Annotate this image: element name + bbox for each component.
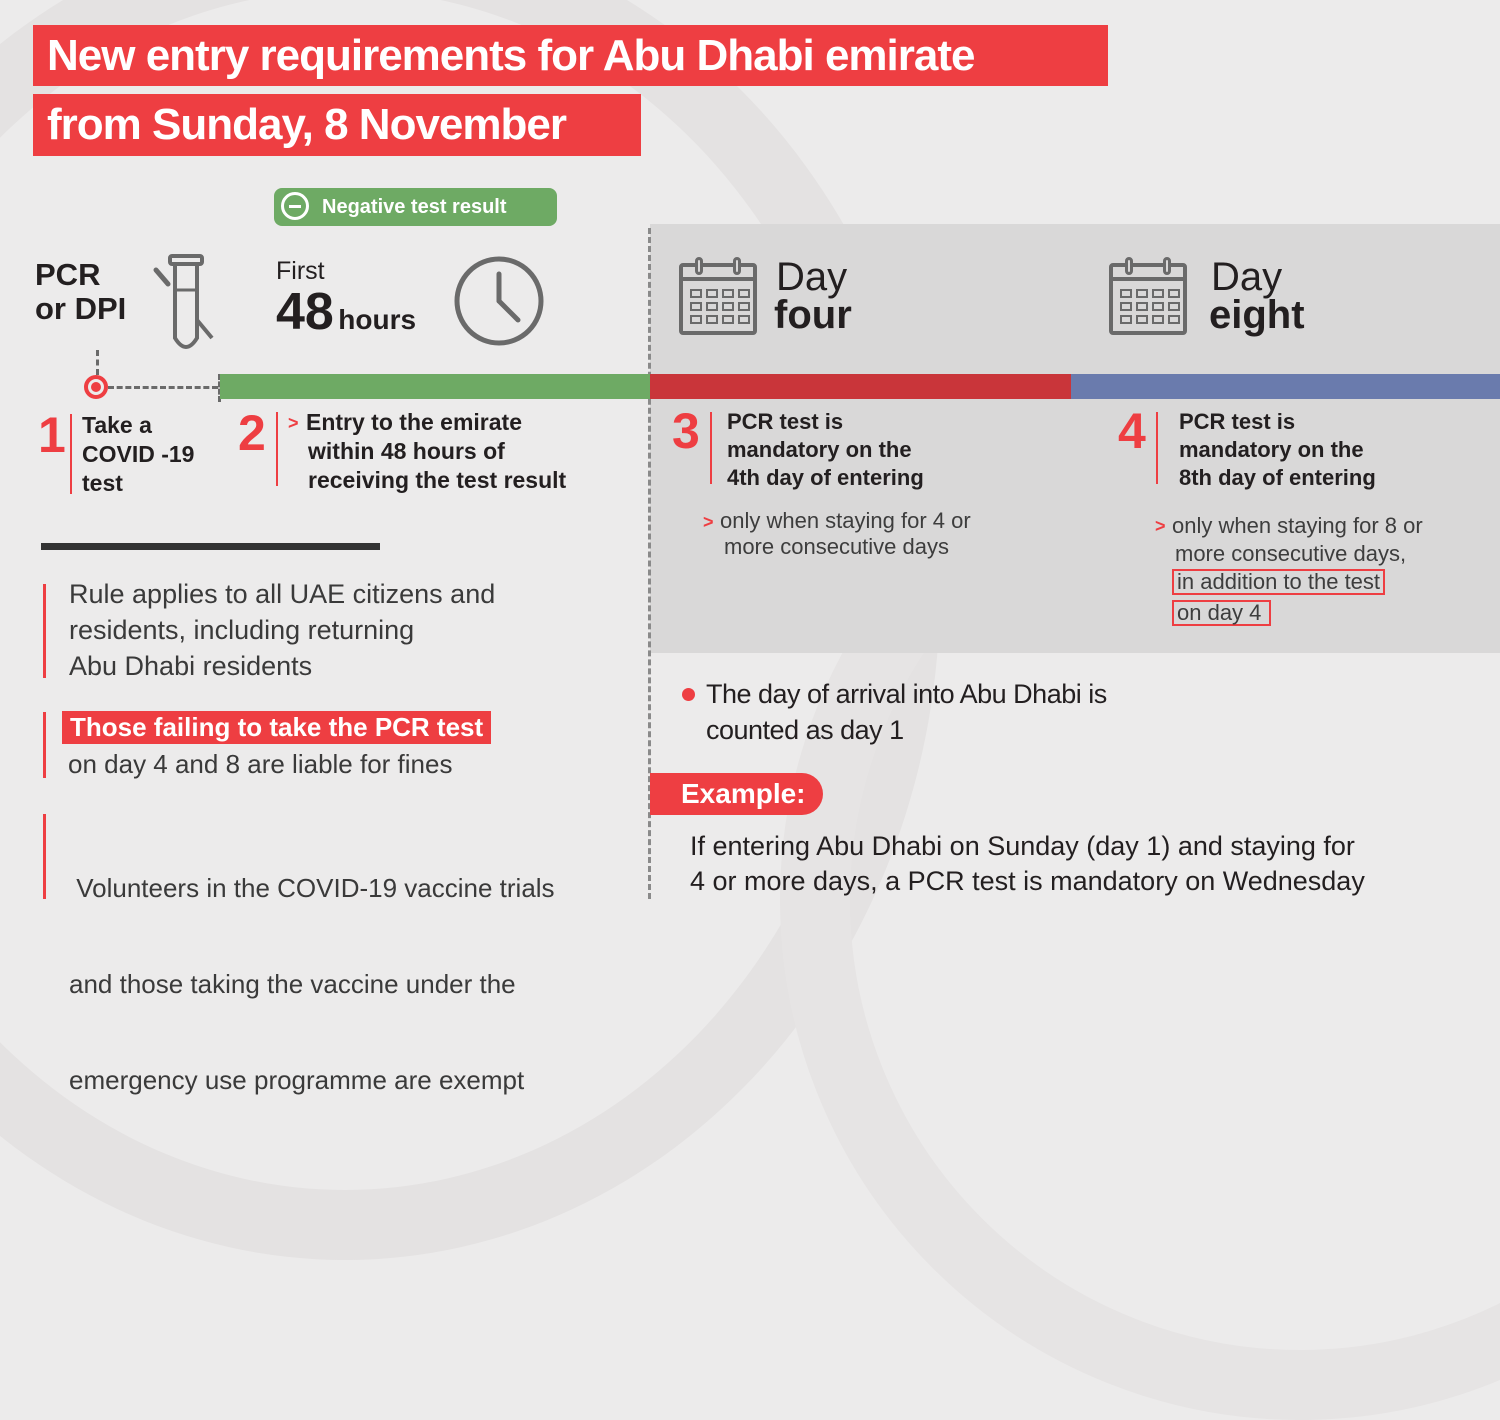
day-four-label-1: Day [776, 255, 848, 299]
calendar-icon [1109, 263, 1187, 335]
rule-3-bar [43, 814, 46, 899]
step-4-note: only when staying for 8 or more consecutive days, in addition to the test on day 4 [1172, 513, 1423, 625]
boxed-note-1: in addition to the test [1172, 569, 1385, 595]
step-2-bar [276, 412, 278, 486]
step-2-number: 2 [238, 405, 266, 461]
negative-result-badge [274, 188, 557, 226]
boxed-note-2: on day 4 [1172, 600, 1271, 626]
chevron-icon: > [1155, 516, 1166, 536]
step-1-bar [70, 414, 72, 494]
rule-2-highlight: Those failing to take the PCR test [62, 711, 491, 744]
rule-2-bar [43, 712, 46, 778]
day-eight-label-2: eight [1209, 293, 1305, 337]
hours-label: hours [338, 304, 417, 335]
timeline-red-bar [650, 374, 1071, 399]
rule-2-text: on day 4 and 8 are liable for fines [68, 749, 453, 779]
section-divider [41, 543, 380, 550]
step-3-note: only when staying for 4 or more consecutive days [720, 508, 971, 559]
example-label: Example: [650, 773, 823, 815]
step-3-bar [710, 412, 712, 484]
step-3-text: PCR test is mandatory on the 4th day of entering [727, 409, 924, 490]
step-4-bar [1156, 412, 1158, 484]
arrival-note: The day of arrival into Abu Dhabi is counted as day 1 [706, 679, 1107, 745]
timeline-blue-bar [1071, 374, 1500, 399]
pcr-label: PCR [35, 257, 101, 292]
test-tube-icon [148, 250, 218, 360]
title-line-2: from Sunday, 8 November [33, 94, 641, 156]
timeline-dash [108, 386, 218, 389]
day-four-label-2: four [774, 293, 852, 337]
timeline-start-dot [91, 382, 101, 392]
step-4-number: 4 [1118, 403, 1146, 459]
first-label: First [276, 257, 325, 285]
hours-number: 48 [276, 283, 334, 341]
dpi-label: or DPI [35, 291, 127, 326]
chevron-icon: > [703, 512, 714, 532]
rule-1-text: Rule applies to all UAE citizens and residents, including returning Abu Dhabi residents [69, 579, 496, 681]
clock-icon [452, 254, 546, 348]
step-2-text: Entry to the emirate within 48 hours of receiving the test result [306, 409, 567, 493]
step-3-number: 3 [672, 403, 700, 459]
example-text: If entering Abu Dhabi on Sunday (day 1) and staying for 4 or more days, a PCR test is mandatory on Wednesday [690, 831, 1365, 896]
bullet-dot [682, 688, 695, 701]
step-1-number: 1 [38, 407, 66, 463]
title-line-1: New entry requirements for Abu Dhabi emirate [33, 25, 1108, 86]
negative-result-label: Negative test result [322, 195, 507, 218]
chevron-icon: > [288, 413, 299, 433]
timeline-green-bar [220, 374, 650, 399]
step-1-text: Take a COVID -19 test [82, 412, 195, 496]
timeline-dash-vertical [96, 350, 99, 375]
rule-3-text: Volunteers in the COVID-19 vaccine trials and those taking the vaccine under the emergency use programme are exempt [69, 873, 555, 1095]
minus-circle-icon [281, 192, 309, 220]
rule-1-bar [43, 584, 46, 678]
calendar-icon [679, 263, 757, 335]
step-4-text: PCR test is mandatory on the 8th day of entering [1179, 409, 1376, 490]
day-eight-label-1: Day [1211, 255, 1283, 299]
